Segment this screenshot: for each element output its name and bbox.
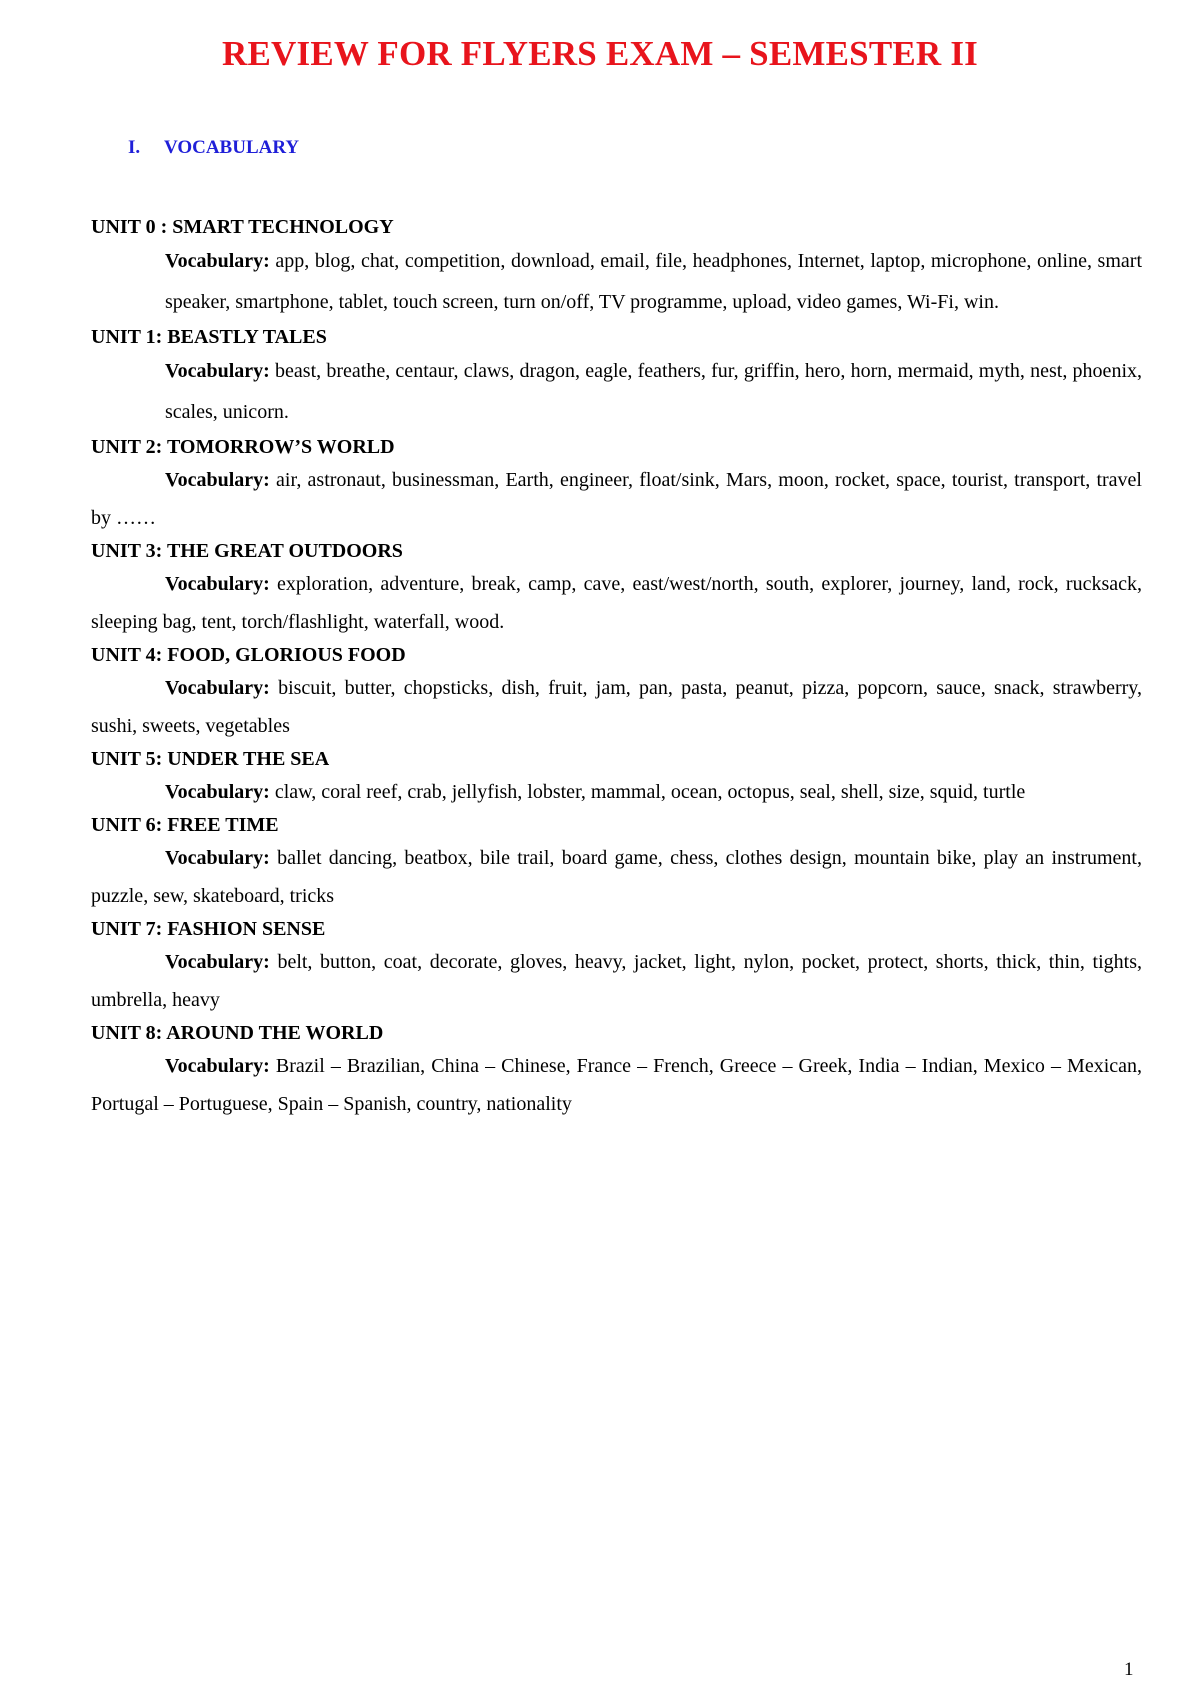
unit-block bbox=[91, 915, 1142, 1019]
vocabulary-words: app, blog, chat, competition, download, email, file, headphones, Internet, laptop, microphone, online, smart speaker, smartphone, tablet, touch screen, turn on/off, TV programme, upload, video games, Wi-Fi, win. bbox=[165, 250, 1142, 313]
vocabulary-words: exploration, adventure, break, camp, cave, east/west/north, south, explorer, journey, land, rock, rucksack, sleeping bag, tent, torch/flashlight, waterfall, wood. bbox=[91, 573, 1142, 633]
vocabulary-label: Vocabulary: bbox=[165, 250, 270, 272]
vocabulary-label: Vocabulary: bbox=[165, 573, 270, 595]
unit-block bbox=[91, 537, 1142, 641]
unit-block bbox=[91, 1019, 1142, 1123]
unit-title: UNIT 7: FASHION SENSE bbox=[91, 918, 326, 940]
vocabulary-words: ballet dancing, beatbox, bile trail, board game, chess, clothes design, mountain bike, play an instrument, puzzle, sew, skateboard, tricks bbox=[91, 847, 1142, 907]
vocabulary-words: claw, coral reef, crab, jellyfish, lobster, mammal, ocean, octopus, seal, shell, size, squid, turtle bbox=[269, 781, 1026, 803]
vocabulary-label: Vocabulary: bbox=[165, 951, 270, 973]
unit-block bbox=[91, 213, 1142, 323]
section-label: VOCABULARY bbox=[164, 137, 300, 158]
unit-title: UNIT 6: FREE TIME bbox=[91, 814, 279, 836]
vocabulary-words: air, astronaut, businessman, Earth, engineer, float/sink, Mars, moon, rocket, space, tourist, transport, travel by …… bbox=[91, 469, 1142, 529]
unit-vocabulary bbox=[91, 461, 1142, 537]
unit-block bbox=[91, 323, 1142, 433]
vocabulary-label: Vocabulary: bbox=[165, 677, 270, 699]
unit-title: UNIT 5: UNDER THE SEA bbox=[91, 748, 330, 770]
unit-vocabulary bbox=[165, 241, 1142, 323]
unit-vocabulary bbox=[91, 1047, 1142, 1123]
unit-title: UNIT 3: THE GREAT OUTDOORS bbox=[91, 540, 403, 562]
unit-vocabulary bbox=[91, 773, 1142, 811]
unit-title: UNIT 1: BEASTLY TALES bbox=[91, 326, 327, 348]
unit-block bbox=[91, 745, 1142, 811]
vocabulary-label: Vocabulary: bbox=[165, 1055, 270, 1077]
section-heading-vocabulary bbox=[128, 137, 299, 159]
unit-vocabulary bbox=[91, 565, 1142, 641]
unit-vocabulary bbox=[91, 669, 1142, 745]
unit-title: UNIT 4: FOOD, GLORIOUS FOOD bbox=[91, 644, 406, 666]
unit-block bbox=[91, 433, 1142, 537]
unit-title: UNIT 8: AROUND THE WORLD bbox=[91, 1022, 384, 1044]
unit-block bbox=[91, 641, 1142, 745]
vocabulary-label: Vocabulary: bbox=[165, 847, 270, 869]
unit-block bbox=[91, 811, 1142, 915]
page-number: 1 bbox=[1124, 1659, 1134, 1680]
vocabulary-words: beast, breathe, centaur, claws, dragon, eagle, feathers, fur, griffin, hero, horn, mermaid, myth, nest, phoenix, scales, unicorn. bbox=[165, 360, 1142, 423]
vocabulary-words: belt, button, coat, decorate, gloves, heavy, jacket, light, nylon, pocket, protect, shorts, thick, thin, tights, umbrella, heavy bbox=[91, 951, 1142, 1011]
unit-title: UNIT 2: TOMORROW’S WORLD bbox=[91, 436, 395, 458]
vocabulary-words: Brazil – Brazilian, China – Chinese, France – French, Greece – Greek, India – Indian, Mexico – Mexican, Portugal – Portuguese, Spain – Spanish, country, nationality bbox=[91, 1055, 1142, 1115]
unit-title: UNIT 0 : SMART TECHNOLOGY bbox=[91, 216, 394, 238]
vocabulary-words: biscuit, butter, chopsticks, dish, fruit, jam, pan, pasta, peanut, pizza, popcorn, sauce, snack, strawberry, sushi, sweets, vegetables bbox=[91, 677, 1142, 737]
unit-vocabulary bbox=[91, 839, 1142, 915]
unit-vocabulary bbox=[165, 351, 1142, 433]
unit-vocabulary bbox=[91, 943, 1142, 1019]
section-number: I. bbox=[128, 137, 141, 158]
vocabulary-label: Vocabulary: bbox=[165, 360, 270, 382]
units-list bbox=[91, 213, 1142, 1123]
page-title: REVIEW FOR FLYERS EXAM – SEMESTER II bbox=[222, 34, 978, 73]
vocabulary-label: Vocabulary: bbox=[165, 781, 270, 803]
vocabulary-label: Vocabulary: bbox=[165, 469, 270, 491]
